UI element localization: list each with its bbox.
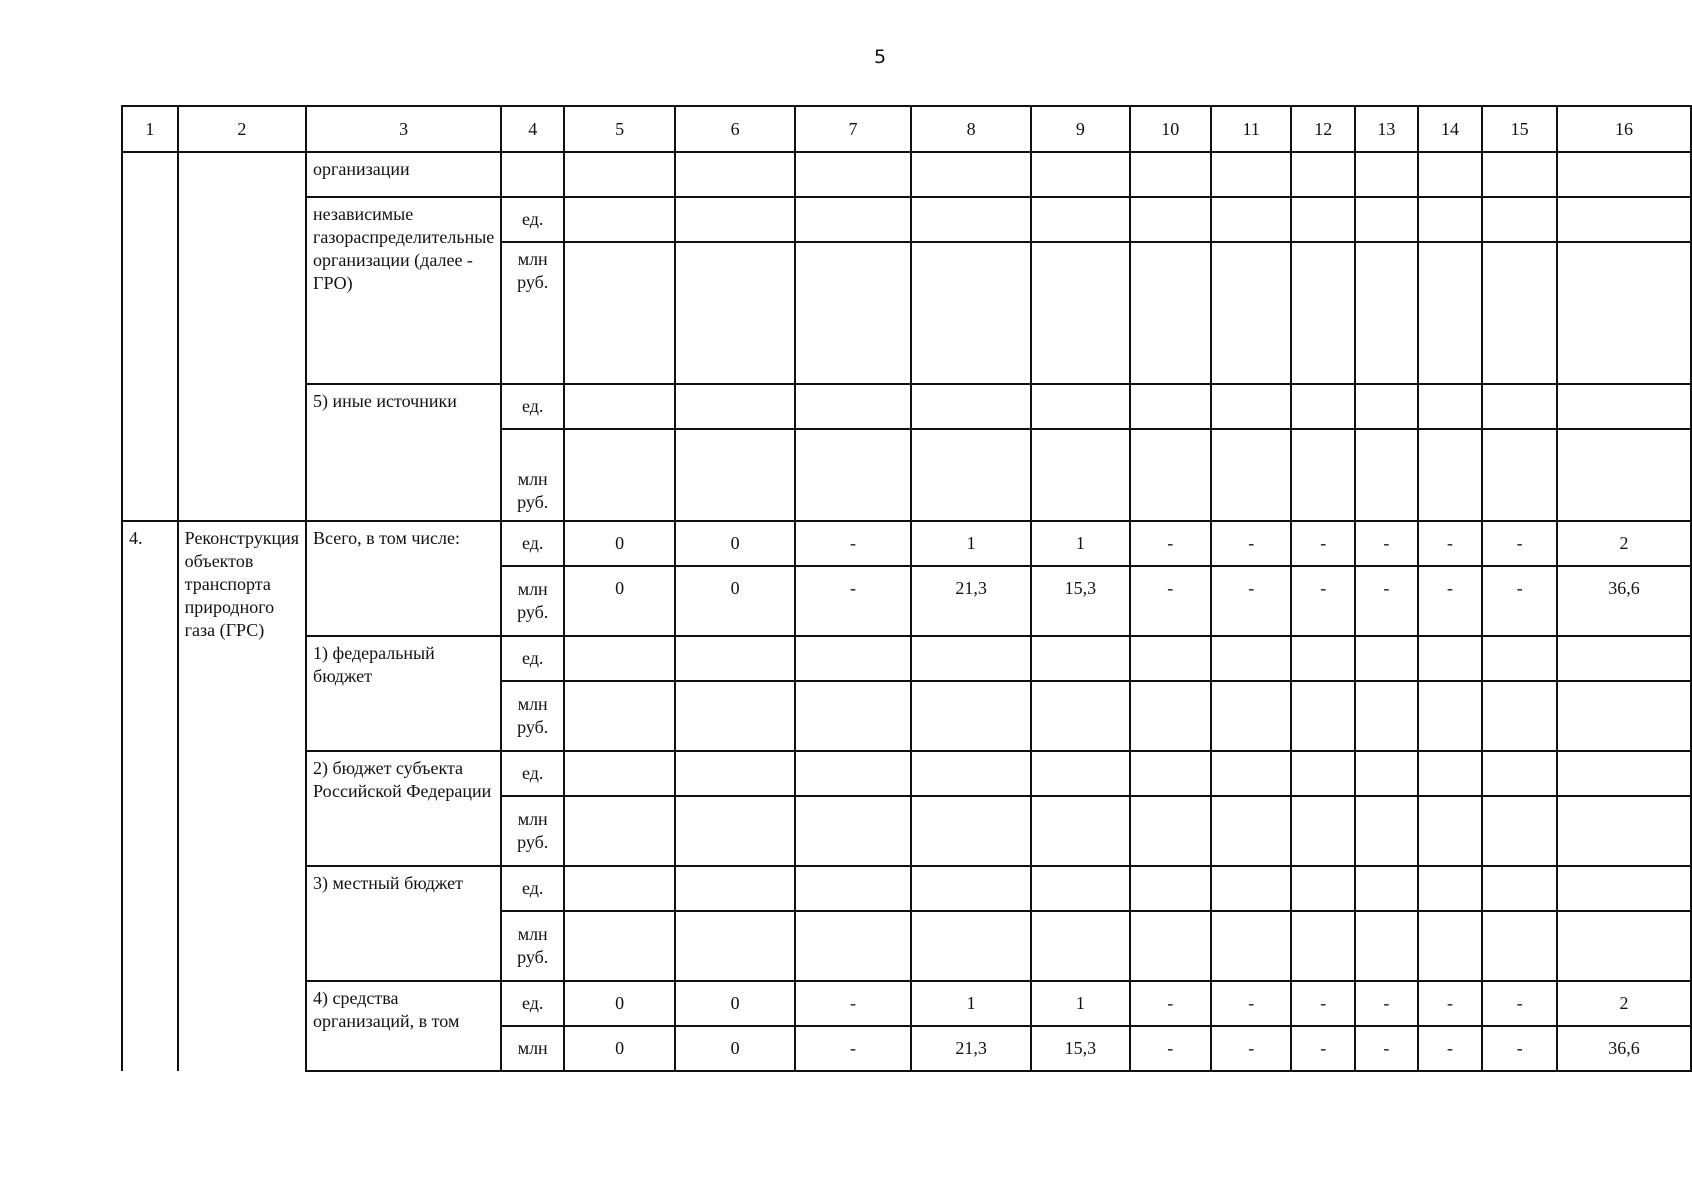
value-cell: - (1211, 521, 1291, 566)
header-cell: 11 (1211, 106, 1291, 152)
label-total: Всего, в том числе: (306, 521, 501, 636)
unit-mln: млн руб. (501, 429, 564, 521)
header-row (122, 106, 1691, 152)
table-row (122, 866, 1691, 911)
value-cell: 1 (911, 521, 1031, 566)
value-cell: - (1355, 981, 1418, 1026)
unit-mln: млн руб. (501, 796, 564, 866)
value-cell: - (1355, 521, 1418, 566)
header-cell: 5 (564, 106, 675, 152)
header-cell: 7 (795, 106, 911, 152)
table-row (122, 751, 1691, 796)
unit-ed: ед. (501, 751, 564, 796)
value-cell: 1 (1031, 521, 1129, 566)
value-cell: 0 (675, 521, 795, 566)
header-cell: 13 (1355, 106, 1418, 152)
table-row (122, 521, 1691, 566)
value-cell: - (1482, 1026, 1557, 1071)
header-cell: 12 (1291, 106, 1355, 152)
label-local-budget: 3) местный бюджет (306, 866, 501, 981)
value-cell: - (1130, 981, 1211, 1026)
header-cell: 4 (501, 106, 564, 152)
header-cell: 8 (911, 106, 1031, 152)
value-cell: 0 (564, 521, 675, 566)
label-federal-budget: 1) федеральный бюджет (306, 636, 501, 751)
value-cell: 0 (564, 1026, 675, 1071)
row-number: 4. (122, 521, 178, 1071)
label-regional-budget: 2) бюджет субъекта Российской Федерации (306, 751, 501, 866)
value-cell: 2 (1557, 981, 1691, 1026)
value-cell: - (1130, 521, 1211, 566)
value-cell: - (1355, 1026, 1418, 1071)
unit-mln: млн руб. (501, 566, 564, 636)
value-cell: - (795, 566, 911, 636)
value-cell: 2 (1557, 521, 1691, 566)
value-cell: - (795, 981, 911, 1026)
unit-ed: ед. (501, 197, 564, 242)
header-cell: 14 (1418, 106, 1483, 152)
value-cell: - (795, 521, 911, 566)
cell-empty (178, 152, 306, 521)
value-cell: - (1482, 981, 1557, 1026)
cell-empty (122, 152, 178, 521)
value-cell: 0 (675, 981, 795, 1026)
value-cell: - (1211, 981, 1291, 1026)
value-cell: - (1355, 566, 1418, 636)
header-cell: 1 (122, 106, 178, 152)
unit-ed: ед. (501, 981, 564, 1026)
unit-ed: ед. (501, 636, 564, 681)
value-cell: - (1418, 521, 1483, 566)
table-row (122, 197, 1691, 242)
value-cell: - (795, 1026, 911, 1071)
header-cell: 9 (1031, 106, 1129, 152)
value-cell: - (1291, 1026, 1355, 1071)
page-number: 5 (873, 46, 887, 68)
header-cell: 15 (1482, 106, 1557, 152)
value-cell: 15,3 (1031, 566, 1129, 636)
header-cell: 3 (306, 106, 501, 152)
value-cell: - (1291, 521, 1355, 566)
value-cell: - (1482, 521, 1557, 566)
value-cell: - (1418, 981, 1483, 1026)
value-cell: - (1482, 566, 1557, 636)
unit-ed: ед. (501, 384, 564, 429)
value-cell: 0 (675, 566, 795, 636)
value-cell: - (1130, 566, 1211, 636)
value-cell: - (1211, 1026, 1291, 1071)
value-cell: 1 (1031, 981, 1129, 1026)
data-table (121, 105, 1692, 1072)
header-cell: 16 (1557, 106, 1691, 152)
value-cell: 0 (675, 1026, 795, 1071)
table-row (122, 636, 1691, 681)
value-cell: 36,6 (1557, 566, 1691, 636)
header-cell: 10 (1130, 106, 1211, 152)
unit-mln-short: млн (501, 1026, 564, 1071)
item-name: Реконструкция объектов транспорта природного газа (ГРС) (178, 521, 306, 1071)
data-table-wrapper (121, 105, 1692, 1072)
unit-ed: ед. (501, 521, 564, 566)
header-cell: 6 (675, 106, 795, 152)
value-cell: 15,3 (1031, 1026, 1129, 1071)
value-cell: - (1418, 1026, 1483, 1071)
table-row (122, 981, 1691, 1026)
value-cell: 21,3 (911, 1026, 1031, 1071)
unit-mln: млн руб. (501, 911, 564, 981)
value-cell: 0 (564, 981, 675, 1026)
unit-mln: млн руб. (501, 681, 564, 751)
value-cell: - (1418, 566, 1483, 636)
label-organizations: организации (306, 152, 501, 197)
value-cell: 1 (911, 981, 1031, 1026)
value-cell: 36,6 (1557, 1026, 1691, 1071)
value-cell: - (1291, 566, 1355, 636)
unit-mln: млн руб. (501, 242, 564, 384)
value-cell: - (1291, 981, 1355, 1026)
label-organization-funds: 4) средства организаций, в том (306, 981, 501, 1071)
value-cell: 0 (564, 566, 675, 636)
value-cell: - (1211, 566, 1291, 636)
table-row (122, 152, 1691, 197)
label-gro: независимые газораспределительные организации (далее - ГРО) (306, 197, 501, 384)
unit-ed: ед. (501, 866, 564, 911)
table-row (122, 384, 1691, 429)
value-cell: 21,3 (911, 566, 1031, 636)
header-cell: 2 (178, 106, 306, 152)
label-other-sources: 5) иные источники (306, 384, 501, 521)
value-cell: - (1130, 1026, 1211, 1071)
